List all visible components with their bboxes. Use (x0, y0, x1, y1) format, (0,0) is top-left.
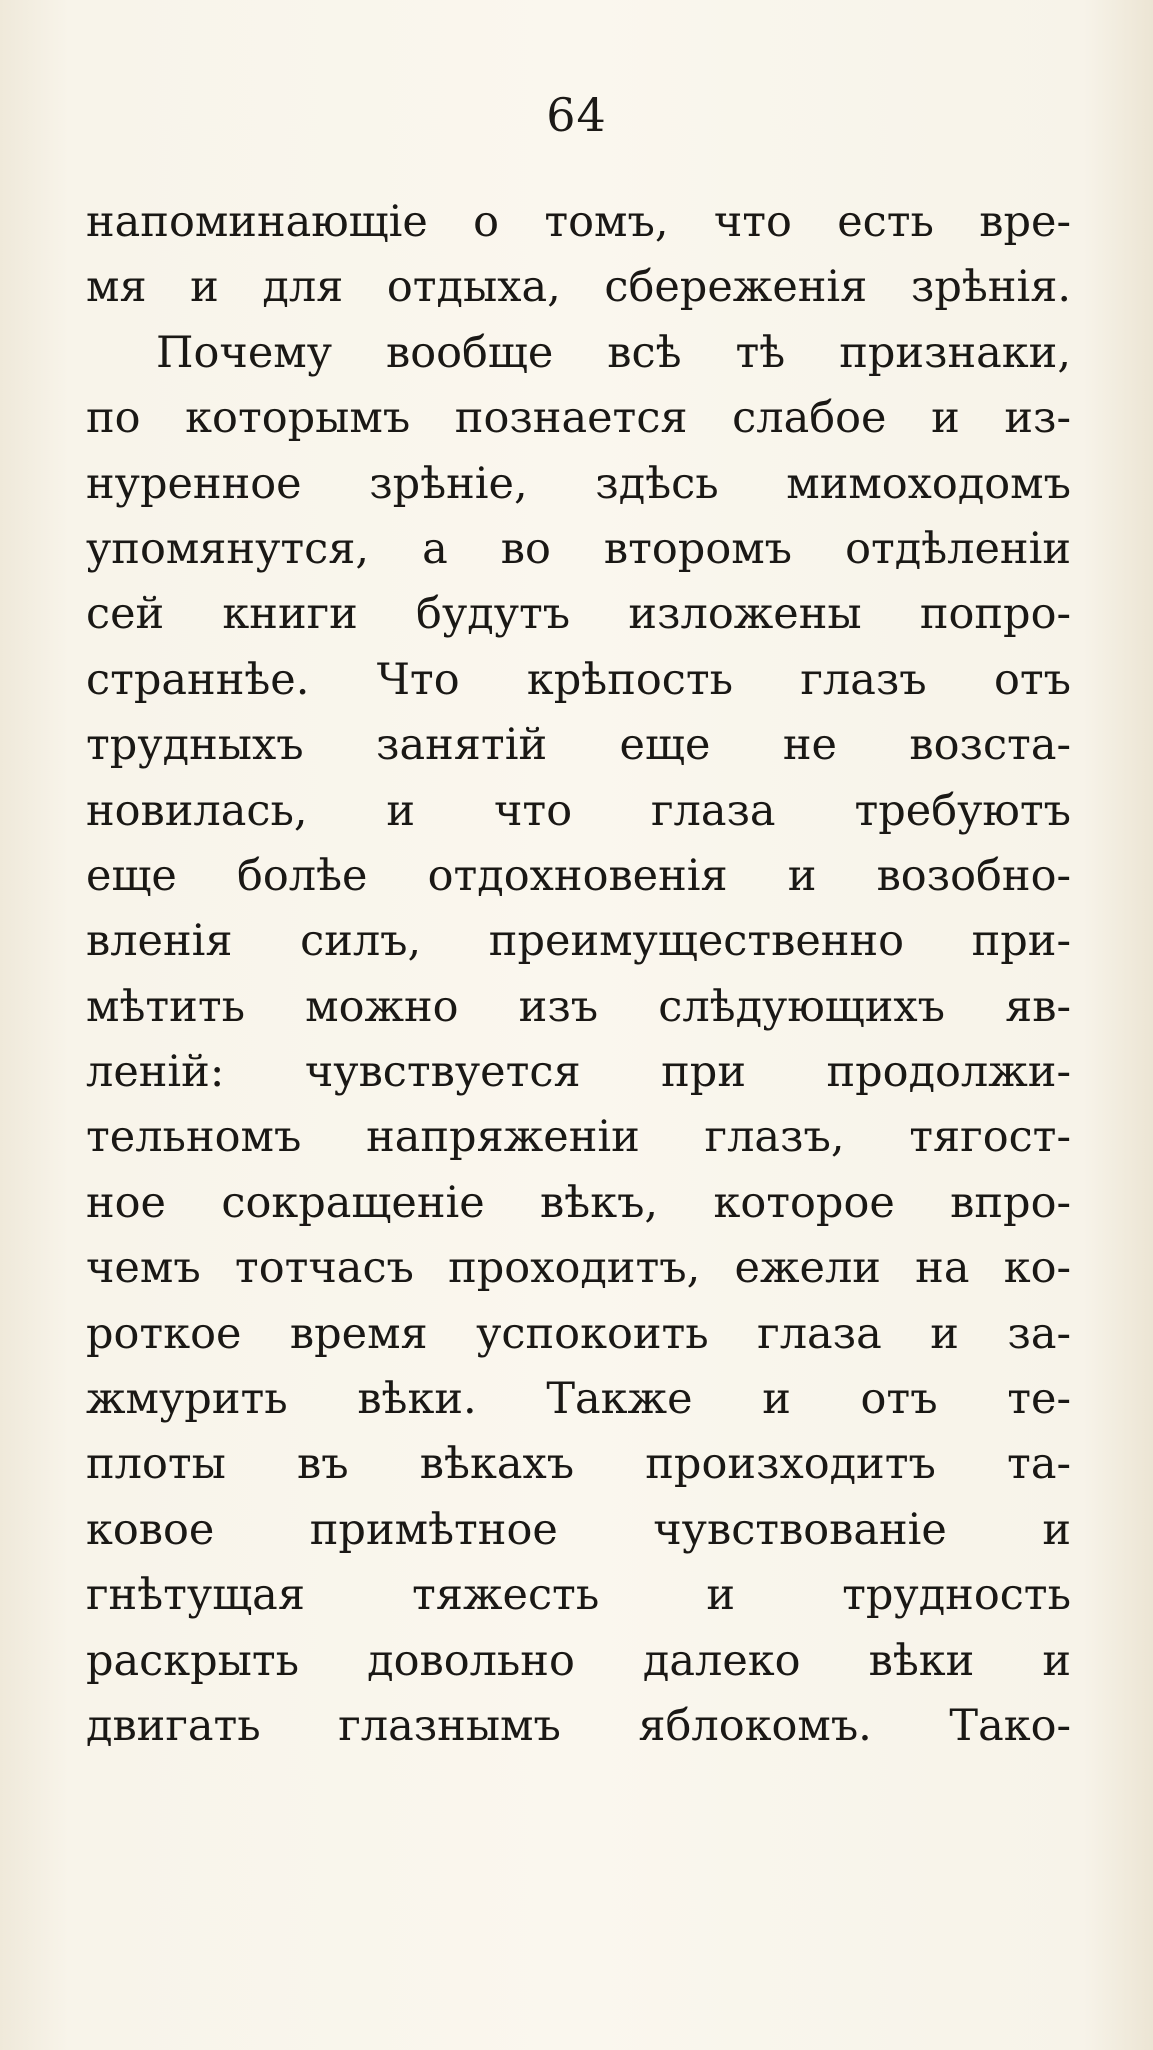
text-line: мя и для отдыха, сбереженія зрѣнія. (86, 262, 1071, 313)
text-line: упомянутся, а во второмъ отдѣленіи (86, 523, 1071, 574)
text-line: плоты въ вѣкахъ произходитъ та- (86, 1439, 1071, 1490)
text-line: Почему вообще всѣ тѣ признаки, (156, 327, 1071, 378)
text-line: раскрыть довольно далеко вѣки и (86, 1635, 1071, 1686)
text-line: роткое время успокоить глаза и за- (86, 1308, 1071, 1359)
text-line: нуренное зрѣніе, здѣсь мимоходомъ (86, 458, 1071, 509)
text-line: мѣтить можно изъ слѣдующихъ яв- (86, 981, 1071, 1032)
text-line: двигать глазнымъ яблокомъ. Тако- (86, 1700, 1071, 1751)
page-number: 64 (546, 88, 607, 142)
text-line: трудныхъ занятій еще не возста- (86, 720, 1071, 771)
text-line: леній: чувствуется при продолжи- (86, 1047, 1071, 1098)
text-line: жмурить вѣки. Также и отъ те- (86, 1374, 1071, 1425)
text-line: страннѣе. Что крѣпость глазъ отъ (86, 654, 1071, 705)
text-line: чемъ тотчасъ проходитъ, ежели на ко- (86, 1243, 1071, 1294)
text-line: вленія силъ, преимущественно при- (86, 916, 1071, 967)
text-line: новилась, и что глаза требуютъ (86, 785, 1071, 836)
text-line: по которымъ познается слабое и из- (86, 393, 1071, 444)
text-line: гнѣтущая тяжесть и трудность (86, 1570, 1071, 1621)
text-line: ковое примѣтное чувствованіе и (86, 1504, 1071, 1555)
text-line: ное сокращеніе вѣкъ, которое впро- (86, 1177, 1071, 1228)
body-text (86, 190, 1071, 1759)
text-line: сей книги будутъ изложены попро- (86, 589, 1071, 640)
text-line: напоминающіе о томъ, что есть вре- (86, 197, 1071, 247)
text-line: тельномъ напряженіи глазъ, тягост- (86, 1112, 1071, 1163)
text-line: еще болѣе отдохновенія и возобно- (86, 850, 1071, 901)
